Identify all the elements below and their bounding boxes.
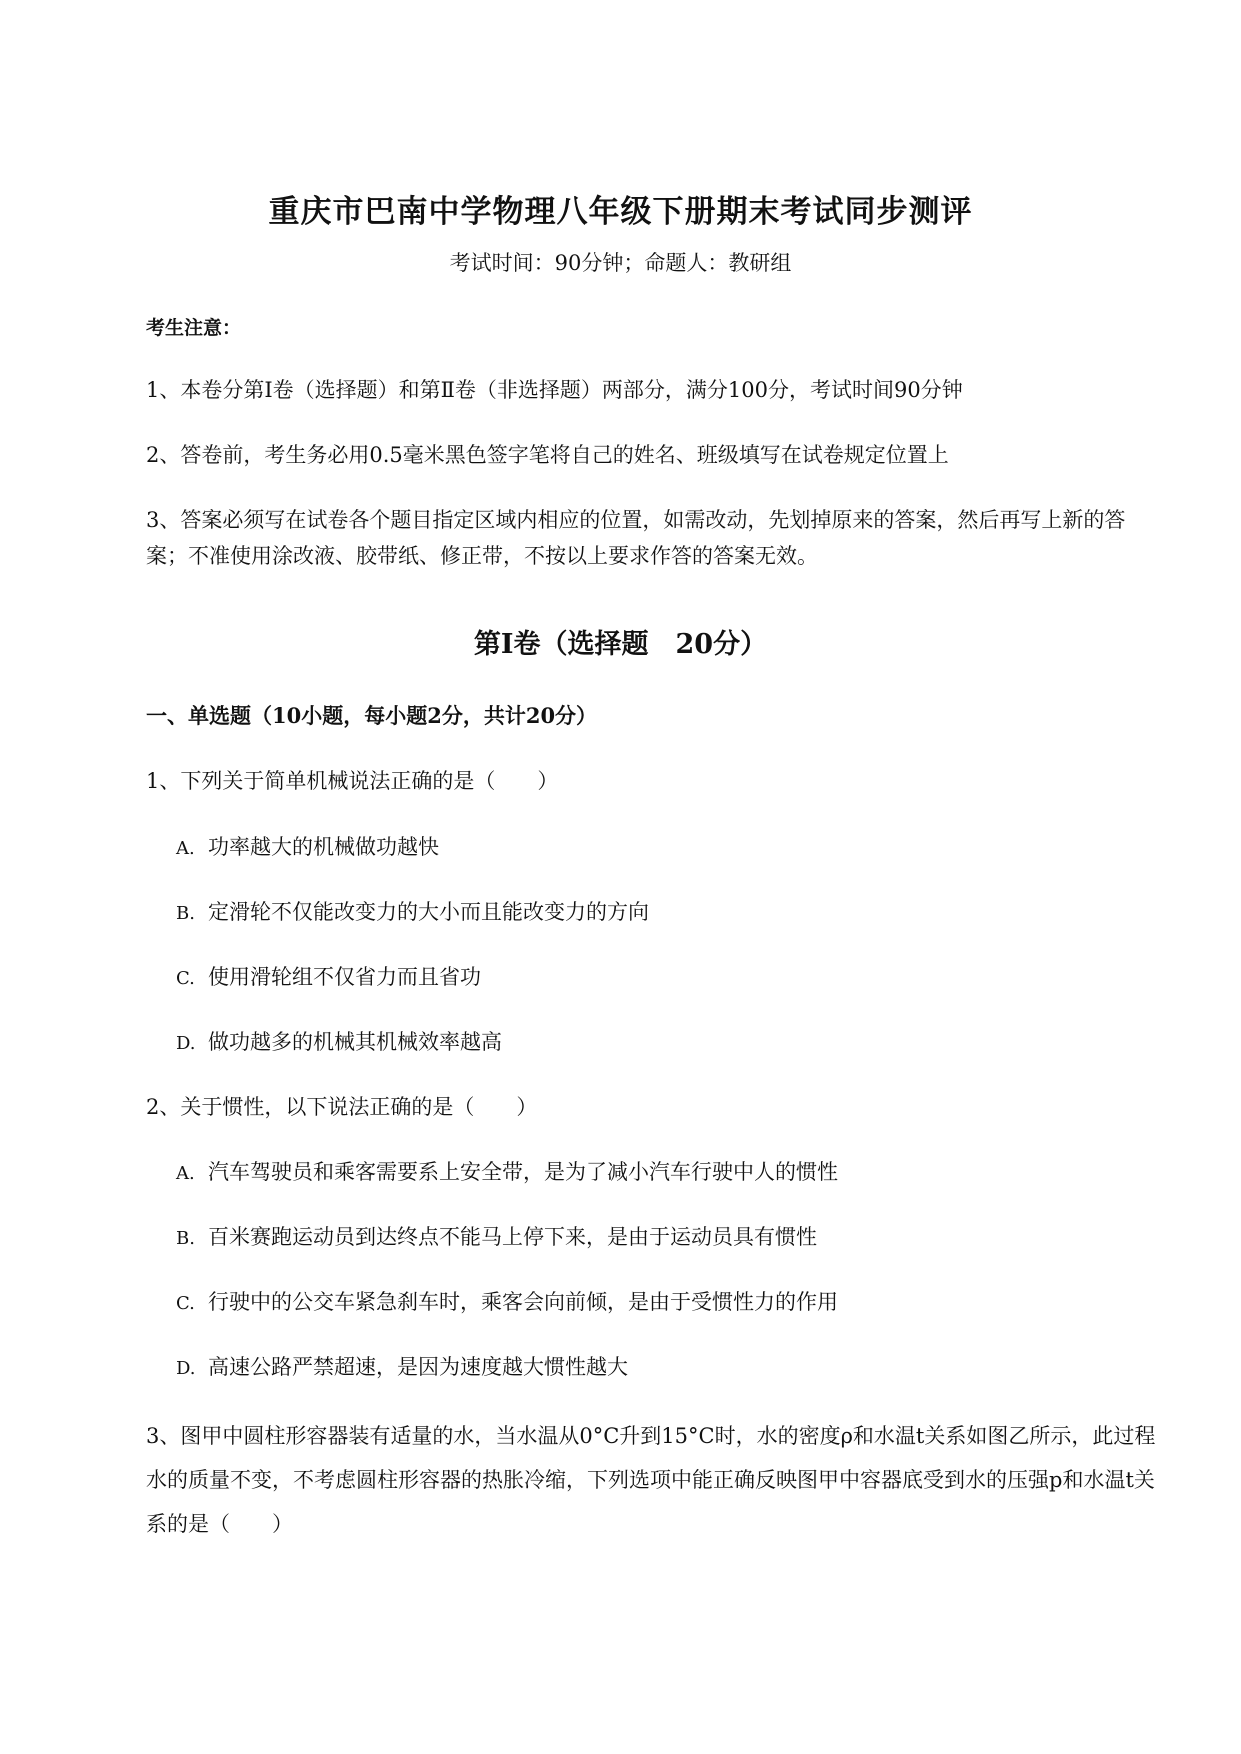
question-1-option-c xyxy=(176,959,481,997)
notice-item-2: 2、答卷前，考生务必用0.5毫米黑色签字笔将自己的姓名、班级填写在试卷规定位置上 xyxy=(146,443,949,467)
option-text: 做功越多的机械其机械效率越高 xyxy=(208,1030,502,1054)
option-letter: D. xyxy=(176,1033,196,1054)
exam-info: 考试时间：90分钟；命题人：教研组 xyxy=(449,251,792,275)
option-letter: A. xyxy=(176,1163,195,1184)
option-letter: C. xyxy=(176,968,195,989)
option-text: 功率越大的机械做功越快 xyxy=(208,835,439,859)
part-heading: 一、单选题（10小题，每小题2分，共计20分） xyxy=(146,703,598,728)
question-2-option-b xyxy=(176,1219,817,1257)
option-text: 百米赛跑运动员到达终点不能马上停下来，是由于运动员具有惯性 xyxy=(208,1225,817,1249)
option-text: 定滑轮不仅能改变力的大小而且能改变力的方向 xyxy=(208,900,649,924)
question-1-option-d xyxy=(176,1024,502,1062)
option-letter: B. xyxy=(176,903,195,924)
option-letter: A. xyxy=(176,838,195,859)
notice-item-3: 3、答案必须写在试卷各个题目指定区域内相应的位置，如需改动，先划掉原来的答案，然后再写上新的答案；不准使用涂改液、胶带纸、修正带，不按以上要求作答的答案无效。 xyxy=(146,508,1126,568)
page-title: 重庆市巴南中学物理八年级下册期末考试同步测评 xyxy=(268,194,973,230)
question-2-option-c xyxy=(176,1284,838,1322)
question-2-option-a xyxy=(176,1154,838,1192)
question-2-option-d xyxy=(176,1349,628,1387)
question-2-stem: 2、关于惯性，以下说法正确的是（ ） xyxy=(146,1095,538,1119)
option-letter: C. xyxy=(176,1293,195,1314)
option-text: 行驶中的公交车紧急刹车时，乘客会向前倾，是由于受惯性力的作用 xyxy=(208,1290,838,1314)
section-title: 第I卷（选择题 20分） xyxy=(473,629,768,660)
question-1-option-a xyxy=(176,829,439,867)
option-text: 高速公路严禁超速，是因为速度越大惯性越大 xyxy=(208,1355,628,1379)
option-text: 汽车驾驶员和乘客需要系上安全带，是为了减小汽车行驶中人的惯性 xyxy=(208,1160,838,1184)
notice-heading: 考生注意： xyxy=(146,317,242,339)
option-text: 使用滑轮组不仅省力而且省功 xyxy=(208,965,481,989)
option-letter: B. xyxy=(176,1228,195,1249)
option-letter: D. xyxy=(176,1358,196,1379)
question-3-stem: 3、图甲中圆柱形容器装有适量的水，当水温从0°C升到15°C时，水的密度ρ和水温t关系如图乙所示，此过程水的质量不变，不考虑圆柱形容器的热胀冷缩，下列选项中能正确反映图甲中容器底受到水的压强p和水温t关系的是（ ） xyxy=(146,1424,1156,1536)
question-1-stem: 1、下列关于简单机械说法正确的是（ ） xyxy=(146,769,559,793)
notice-item-1: 1、本卷分第I卷（选择题）和第Ⅱ卷（非选择题）两部分，满分100分，考试时间90分钟 xyxy=(146,378,963,402)
question-1-option-b xyxy=(176,894,649,932)
